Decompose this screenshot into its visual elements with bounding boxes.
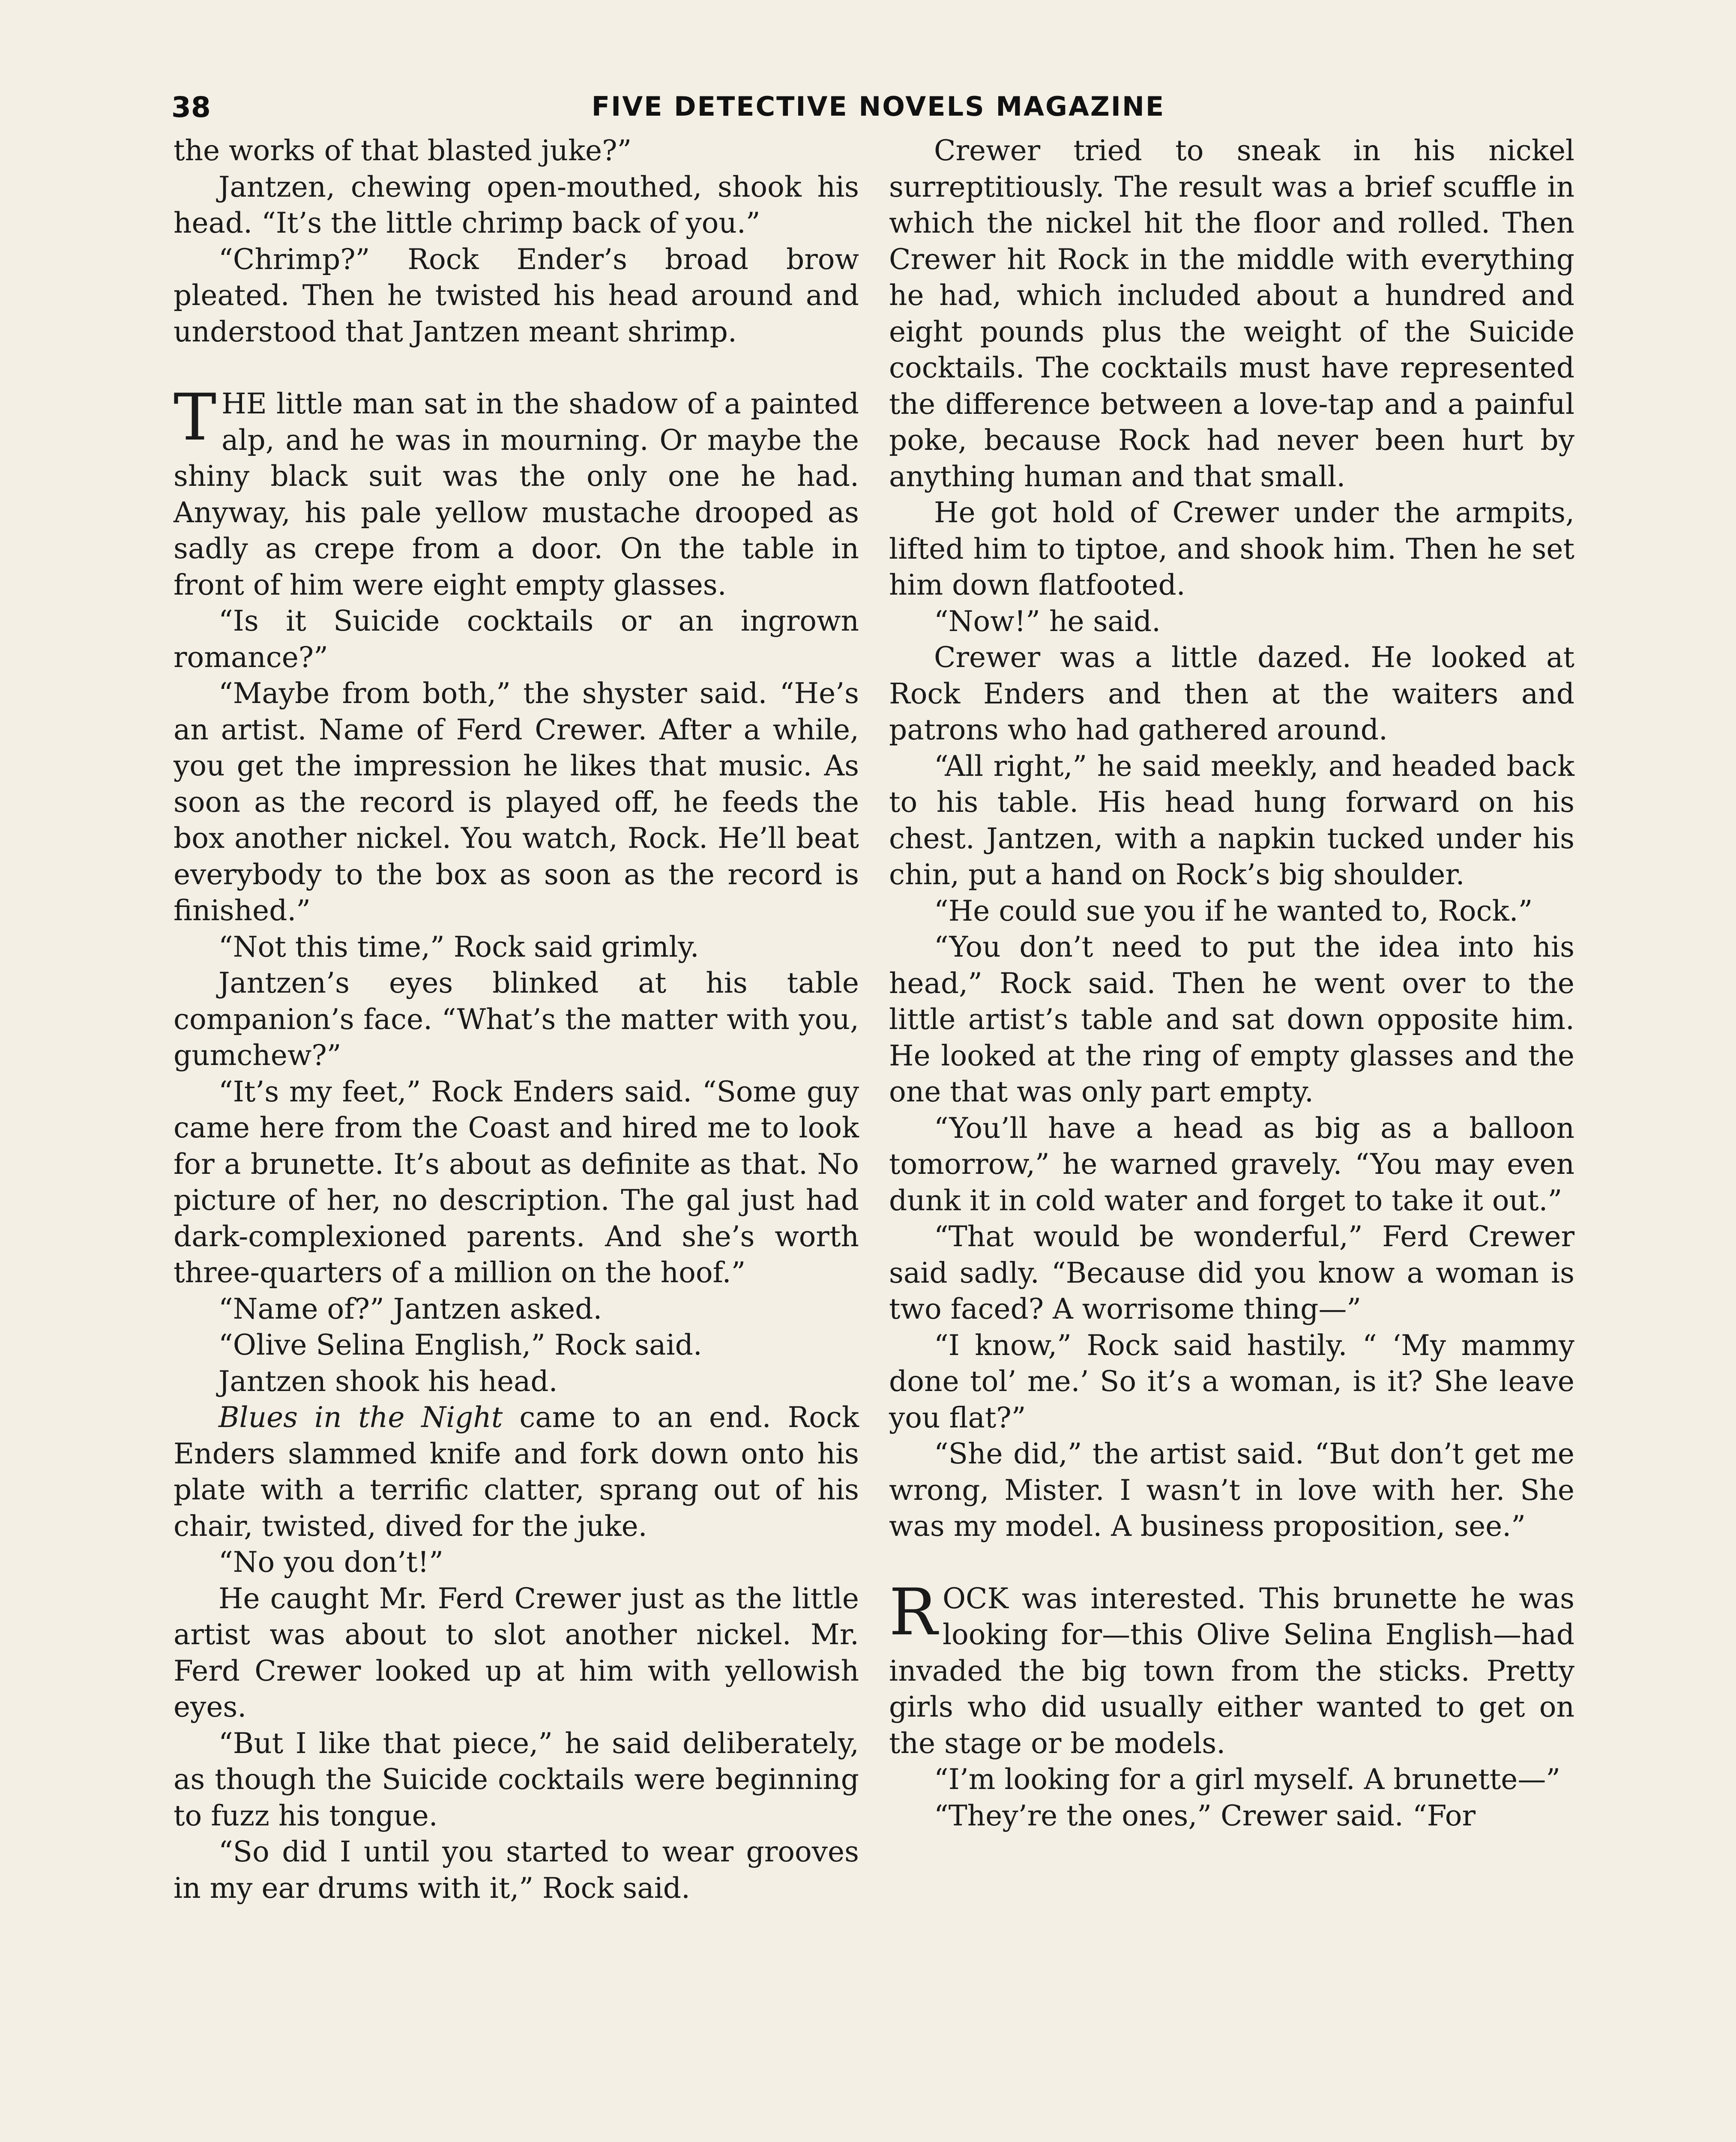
paragraph: “But I like that piece,” he said deliberately, as though the Suicide cocktails were beginning to fuzz his tongue.: [174, 1726, 859, 1832]
paragraph: “They’re the ones,” Crewer said. “For: [934, 1799, 1476, 1832]
paragraph: the works of that blasted juke?”: [174, 134, 632, 167]
paragraph: “Not this time,” Rock said grimly.: [218, 930, 699, 963]
paragraph: “Chrimp?” Rock Ender’s broad brow pleated. Then he twisted his head around and understood that Jantzen meant shrimp.: [174, 242, 859, 348]
paragraph: “It’s my feet,” Rock Enders said. “Some guy came here from the Coast and hired me to look for a brunette. It’s about as definite as that. No picture of her, no description. The gal just had dark-complexioned parents. And she’s worth three-quarters of a million on the hoof.”: [174, 1075, 859, 1289]
paragraph: “All right,” he said meekly, and headed back to his table. His head hung forward on his chest. Jantzen, with a napkin tucked under his chin, put a hand on Rock’s big shoulder.: [889, 749, 1574, 891]
paragraph: Jantzen shook his head.: [218, 1364, 558, 1398]
paragraph-text: HE little man sat in the shadow of a painted alp, and he was in mourning. Or maybe the shiny black suit was the only one he had. Anyway, his pale yellow mustache drooped as sadly as crepe from a door. On the table in front of him were eight empty glasses.: [174, 387, 859, 601]
paragraph: “Maybe from both,” the shyster said. “He’s an artist. Name of Ferd Crewer. After a while, you get the impression he likes that music. As soon as the record is played off, he feeds the box another nickel. You watch, Rock. He’ll beat everybody to the box as soon as the record is finished.”: [174, 677, 859, 927]
paragraph: “I’m looking for a girl myself. A brunette—”: [934, 1763, 1561, 1796]
paragraph-dropcap: [174, 380, 859, 603]
paragraph-text: OCK was interested. This brunette he was looking for—this Olive Selina English—had invaded the big town from the sticks. Pretty girls who did usually either wanted to get on the stage or be models.: [889, 1582, 1574, 1760]
drop-cap: T: [174, 380, 217, 455]
paragraph: “He could sue you if he wanted to, Rock.”: [934, 894, 1533, 927]
paragraph: “I know,” Rock said hastily. “ ‘My mammy done tol’ me.’ So it’s a woman, is it? She leave you flat?”: [889, 1328, 1574, 1434]
paragraph: “No you don’t!”: [218, 1546, 443, 1579]
left-column: [174, 133, 859, 1906]
paragraph: “Olive Selina English,” Rock said.: [218, 1328, 702, 1361]
paragraph: “Name of?” Jantzen asked.: [218, 1292, 602, 1325]
paragraph: “Now!” he said.: [934, 604, 1161, 638]
paragraph: “She did,” the artist said. “But don’t get me wrong, Mister. I wasn’t in love with her. She was my model. A business proposition, see.”: [889, 1437, 1574, 1543]
paragraph: “Is it Suicide cocktails or an ingrown romance?”: [174, 604, 859, 674]
paragraph: Jantzen’s eyes blinked at his table companion’s face. “What’s the matter with you, gumchew?”: [174, 966, 859, 1072]
paragraph: Crewer was a little dazed. He looked at Rock Enders and then at the waiters and patrons who had gathered around.: [889, 641, 1574, 746]
paragraph: “You’ll have a head as big as a balloon tomorrow,” he warned gravely. “You may even dunk it in cold water and forget to take it out.”: [889, 1111, 1574, 1217]
drop-cap: R: [889, 1575, 937, 1650]
song-title: Blues in the Night: [218, 1401, 503, 1434]
paragraph: “So did I until you started to wear grooves in my ear drums with it,” Rock said.: [174, 1835, 859, 1905]
paragraph: “You don’t need to put the idea into his head,” Rock said. Then he went over to the little artist’s table and sat down opposite him. He looked at the ring of empty glasses and the one that was only part empty.: [889, 930, 1574, 1108]
page-number: 38: [171, 91, 211, 124]
paragraph: He caught Mr. Ferd Crewer just as the little artist was about to slot another nickel. Mr. Ferd Crewer looked up at him with yellowish eyes.: [174, 1582, 859, 1723]
paragraph: Jantzen, chewing open-mouthed, shook his head. “It’s the little chrimp back of you.”: [174, 170, 859, 239]
paragraph-dropcap: [889, 1575, 1574, 1762]
paragraph: Crewer tried to sneak in his nickel surreptitiously. The result was a brief scuffle in which the nickel hit the floor and rolled. Then Crewer hit Rock in the middle with everything he had, which included about a hundred and eight pounds plus the weight of the Suicide cocktails. The cocktails must have represented the difference between a love-tap and a painful poke, because Rock had never been hurt by anything human and that small.: [889, 134, 1574, 493]
paragraph: “That would be wonderful,” Ferd Crewer said sadly. “Because did you know a woman is two faced? A worrisome thing—”: [889, 1220, 1574, 1325]
magazine-title: FIVE DETECTIVE NOVELS MAGAZINE: [591, 91, 1165, 122]
paragraph-text: came to an end. Rock Enders slammed knife and fork down onto his plate with a terrific clatter, sprang out of his chair, twisted, dived for the juke.: [174, 1401, 859, 1543]
paragraph: [174, 1400, 859, 1544]
right-column: [889, 133, 1574, 1834]
paragraph: He got hold of Crewer under the armpits, lifted him to tiptoe, and shook him. Then he set him down flatfooted.: [889, 496, 1574, 601]
page-header: [171, 91, 1585, 134]
